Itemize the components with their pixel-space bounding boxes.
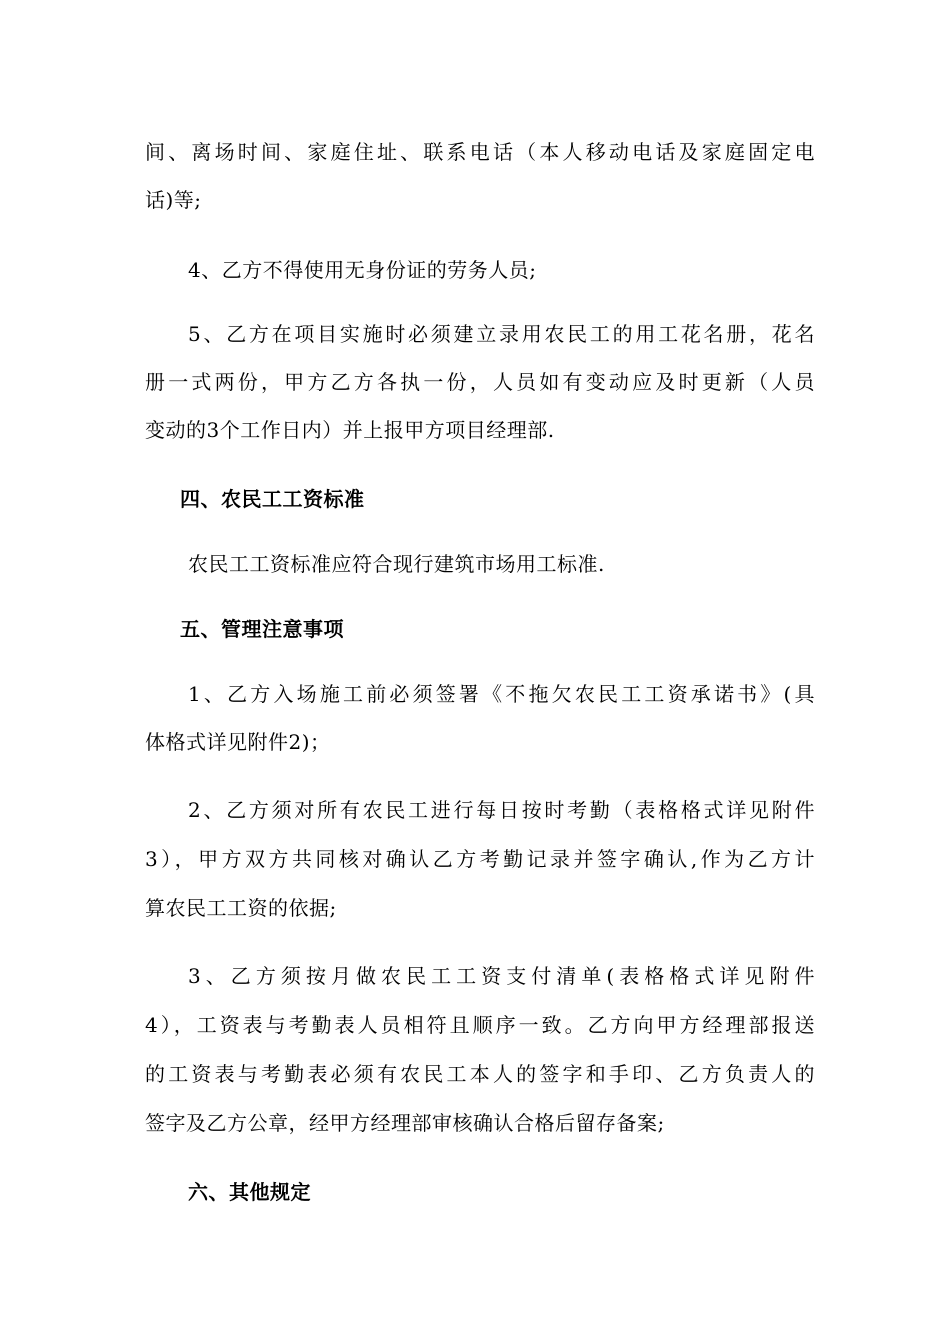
paragraph-line: 话)等; <box>145 188 202 212</box>
paragraph-line: 变动的3个工作日内）并上报甲方项目经理部. <box>145 418 555 442</box>
paragraph-line: 算农民工工资的依据; <box>145 896 337 920</box>
paragraph-line: 4），工资表与考勤表人员相符且顺序一致。乙方向甲方经理部报送 <box>145 1013 815 1037</box>
paragraph-line: 间、离场时间、家庭住址、联系电话（本人移动电话及家庭固定电 <box>145 140 815 164</box>
paragraph-line: 的工资表与考勤表必须有农民工本人的签字和手印、乙方负责人的 <box>145 1062 815 1086</box>
section-heading-4: 四、农民工工资标准 <box>180 487 365 511</box>
list-item-2: 2、乙方须对所有农民工进行每日按时考勤（表格格式详见附件 <box>188 798 815 822</box>
section-heading-5: 五、管理注意事项 <box>180 617 344 641</box>
list-item-4: 4、乙方不得使用无身份证的劳务人员; <box>188 258 537 282</box>
paragraph-line: 3），甲方双方共同核对确认乙方考勤记录并签字确认,作为乙方计 <box>145 847 815 871</box>
list-item-5: 5、乙方在项目实施时必须建立录用农民工的用工花名册，花名 <box>188 322 815 346</box>
paragraph-line: 农民工工资标准应符合现行建筑市场用工标准. <box>188 552 605 576</box>
paragraph-line: 体格式详见附件2)； <box>145 730 331 754</box>
paragraph-line: 册一式两份，甲方乙方各执一份，人员如有变动应及时更新（人员 <box>145 370 815 394</box>
list-item-1: 1、乙方入场施工前必须签署《不拖欠农民工工资承诺书》(具 <box>188 682 815 706</box>
paragraph-line: 签字及乙方公章，经甲方经理部审核确认合格后留存备案; <box>145 1111 665 1135</box>
list-item-3: 3、乙方须按月做农民工工资支付清单(表格格式详见附件 <box>188 964 815 988</box>
section-heading-6: 六、其他规定 <box>188 1180 311 1204</box>
